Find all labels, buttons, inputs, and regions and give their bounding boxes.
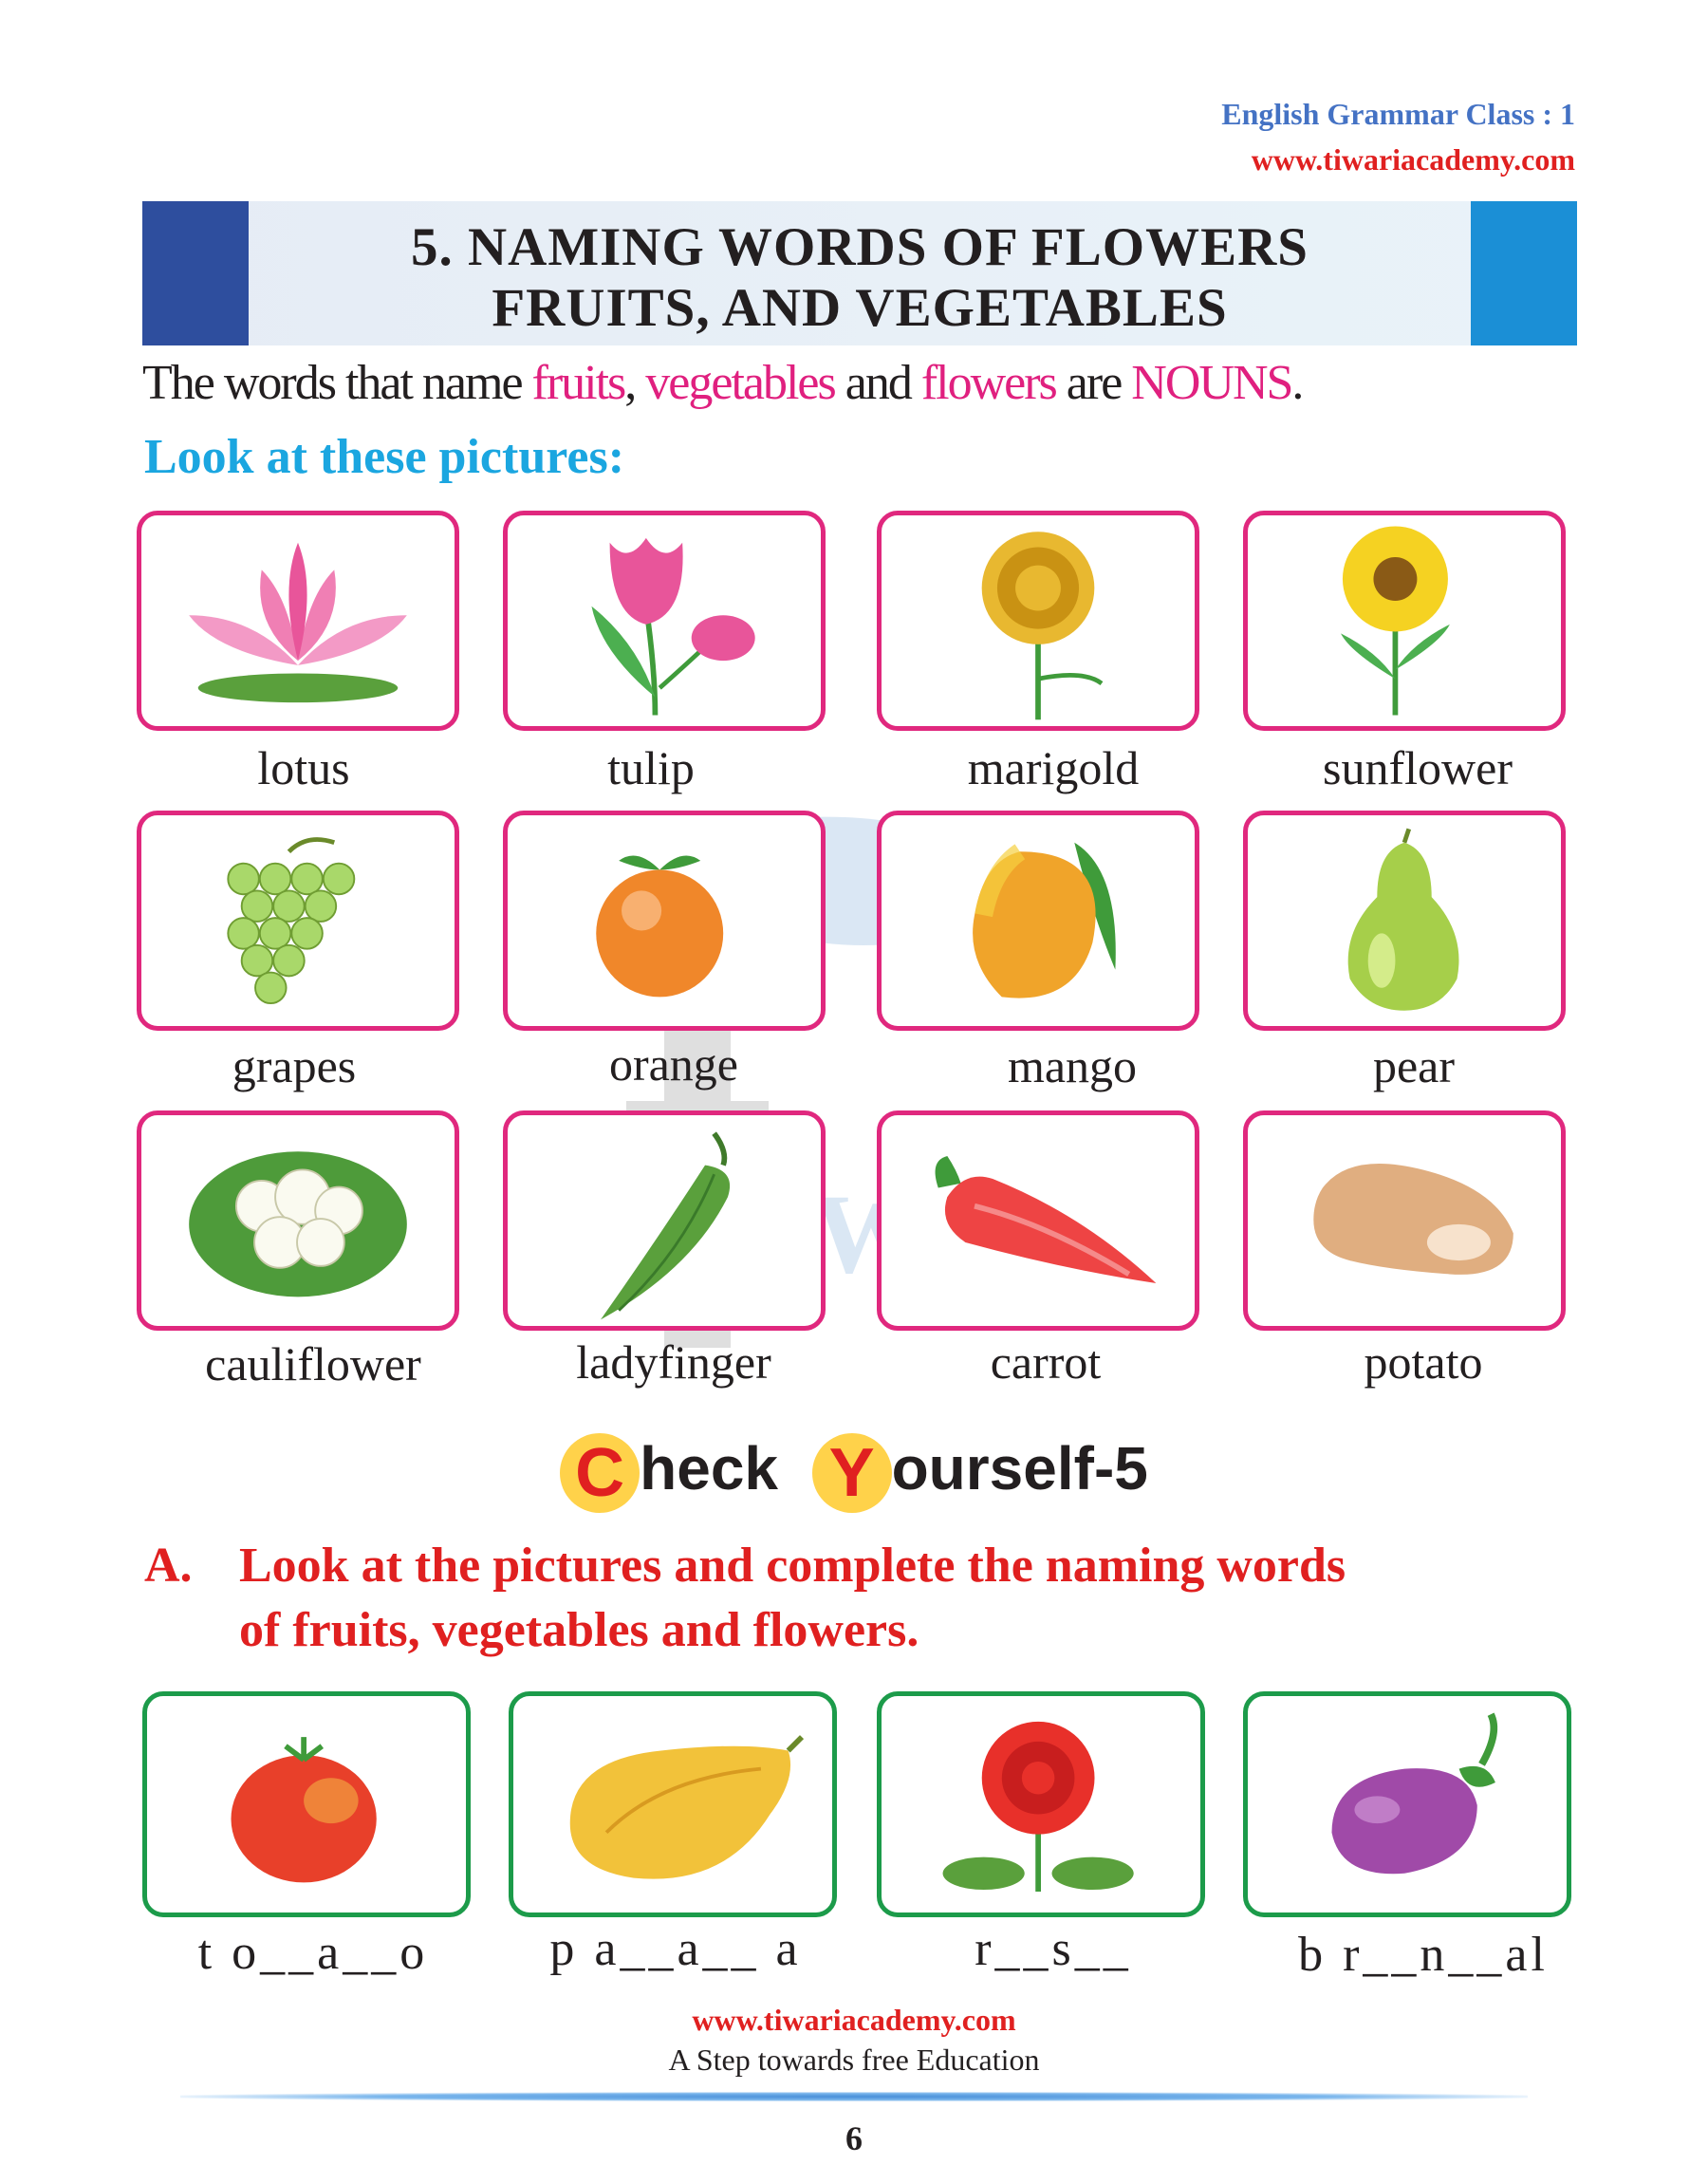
check-heck-text: heck	[640, 1434, 779, 1502]
potato-icon	[1248, 1115, 1561, 1326]
mango-icon	[882, 815, 1195, 1026]
label-tulip: tulip	[607, 741, 695, 794]
blank-papaya[interactable]: p a__a__ a	[549, 1922, 802, 1976]
card-cauliflower	[137, 1110, 459, 1331]
papaya-icon	[513, 1696, 832, 1912]
rose-icon	[882, 1696, 1200, 1912]
intro-vegetables: vegetables	[645, 356, 835, 410]
intro-fruits: fruits	[531, 356, 625, 410]
footer-tagline: A Step towards free Education	[668, 2043, 1040, 2077]
blank-rose[interactable]: r__s__	[975, 1922, 1132, 1976]
card-potato	[1243, 1110, 1566, 1331]
check-yourself-heading	[0, 1433, 1708, 1513]
label-grapes: grapes	[232, 1039, 357, 1092]
card-grapes	[137, 811, 459, 1031]
chapter-title-line2: FRUITS, AND VEGETABLES	[492, 278, 1228, 338]
card-tulip	[503, 511, 826, 731]
ladyfinger-icon	[508, 1115, 821, 1326]
website-header[interactable]: www.tiwariacademy.com	[1251, 142, 1575, 177]
banner-right-block	[1471, 201, 1577, 345]
label-cauliflower: cauliflower	[205, 1337, 421, 1390]
page-number: 6	[845, 2119, 863, 2157]
chapter-title-line1: 5. NAMING WORDS OF FLOWERS	[411, 217, 1309, 277]
label-lotus: lotus	[257, 741, 350, 794]
check-c-circle: C	[560, 1433, 640, 1513]
intro-sentence	[142, 355, 1302, 411]
intro-and: and	[834, 356, 921, 410]
card-mango	[877, 811, 1199, 1031]
card-orange	[503, 811, 826, 1031]
label-pear: pear	[1372, 1039, 1456, 1092]
label-ladyfinger: ladyfinger	[576, 1335, 771, 1389]
label-orange: orange	[608, 1037, 739, 1091]
banner-left-block	[142, 201, 249, 345]
orange-icon	[508, 815, 821, 1026]
card-carrot	[877, 1110, 1199, 1331]
card-sunflower	[1243, 511, 1566, 731]
footer-divider	[180, 2092, 1528, 2101]
label-sunflower: sunflower	[1323, 741, 1513, 794]
intro-flowers: flowers	[920, 356, 1056, 410]
check-ourself-text: ourself-5	[891, 1434, 1148, 1502]
cauliflower-icon	[141, 1115, 455, 1326]
exercise-card-brinjal	[1243, 1691, 1571, 1917]
intro-nouns: NOUNS	[1131, 356, 1292, 410]
intro-are: are	[1055, 356, 1132, 410]
label-carrot: carrot	[990, 1335, 1102, 1389]
pear-icon	[1248, 815, 1561, 1026]
card-ladyfinger	[503, 1110, 826, 1331]
tulip-icon	[508, 515, 821, 726]
exercise-card-rose	[877, 1691, 1205, 1917]
look-heading: Look at these pictures:	[144, 430, 625, 484]
card-marigold	[877, 511, 1199, 731]
intro-period: .	[1291, 356, 1303, 410]
tomato-icon	[147, 1696, 466, 1912]
lotus-icon	[141, 515, 455, 726]
check-y-circle: Y	[812, 1433, 892, 1513]
class-label: English Grammar Class : 1	[1221, 97, 1575, 131]
sunflower-icon	[1248, 515, 1561, 726]
footer-website[interactable]: www.tiwariacademy.com	[692, 2003, 1016, 2037]
exercise-card-papaya	[509, 1691, 837, 1917]
intro-comma: ,	[624, 356, 646, 410]
brinjal-icon	[1248, 1696, 1567, 1912]
question-number: A.	[144, 1539, 193, 1593]
blank-brinjal[interactable]: b r__n__al	[1298, 1928, 1549, 1982]
intro-text: The words that name	[142, 356, 532, 410]
question-text-line1: Look at the pictures and complete the naming words	[239, 1539, 1346, 1593]
card-pear	[1243, 811, 1566, 1031]
question-text-line2: of fruits, vegetables and flowers.	[239, 1603, 919, 1657]
label-marigold: marigold	[967, 741, 1140, 794]
label-mango: mango	[1007, 1039, 1138, 1092]
blank-tomato[interactable]: t o__a__o	[197, 1926, 429, 1980]
label-potato: potato	[1364, 1335, 1483, 1389]
grapes-icon	[141, 815, 455, 1026]
card-lotus	[137, 511, 459, 731]
carrot-icon	[882, 1115, 1195, 1326]
marigold-icon	[882, 515, 1195, 726]
chapter-title-banner	[142, 201, 1577, 345]
exercise-card-tomato	[142, 1691, 471, 1917]
